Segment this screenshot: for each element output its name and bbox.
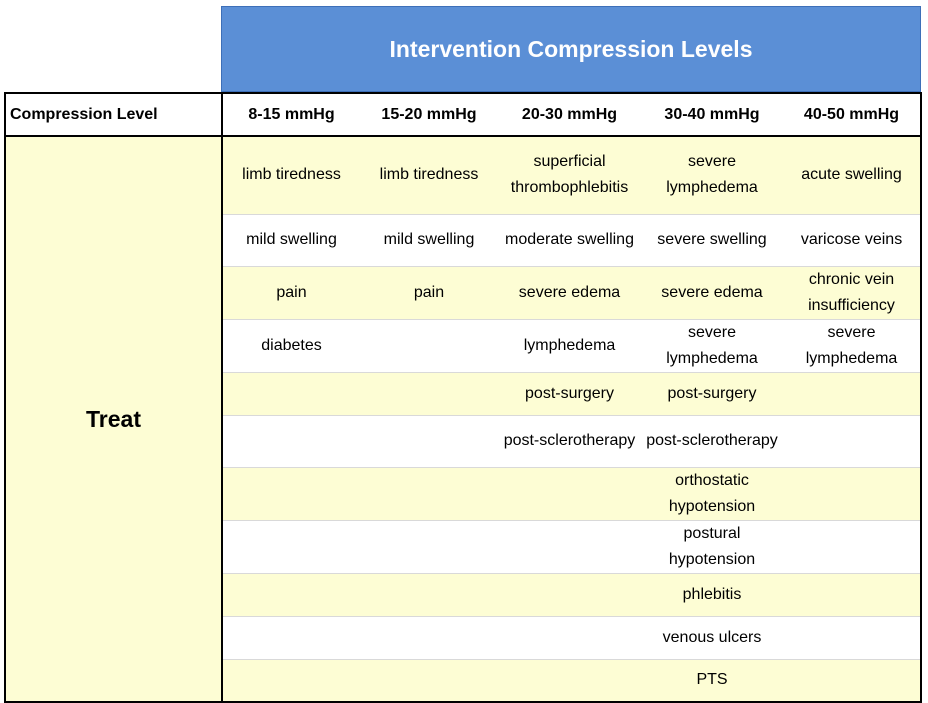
header-row [5,93,921,136]
table-cell: severe lymphedema [641,319,783,372]
table-cell [360,659,498,702]
header-label: Compression Level [5,93,222,136]
table-cell: mild swelling [360,214,498,266]
table-cell: lymphedema [498,319,641,372]
table-cell: mild swelling [222,214,360,266]
table-title: Intervention Compression Levels [221,6,921,92]
table-cell: moderate swelling [498,214,641,266]
table-cell: post-sclerotherapy [641,415,783,467]
table-cell [498,467,641,520]
header-level: 30-40 mmHg [641,93,783,136]
table-cell [222,520,360,573]
table-cell: severe lymphedema [641,136,783,214]
table-cell: venous ulcers [641,616,783,659]
header-level: 15-20 mmHg [360,93,498,136]
table-cell [360,573,498,616]
table-cell [783,520,921,573]
table-cell: post-sclerotherapy [498,415,641,467]
row-label-treat: Treat [5,136,222,702]
table-cell [783,573,921,616]
table-cell [360,319,498,372]
table-cell [222,616,360,659]
table-cell: acute swelling [783,136,921,214]
table-cell: postural hypotension [641,520,783,573]
table-cell: severe edema [498,266,641,319]
table-cell [498,520,641,573]
header-level: 8-15 mmHg [222,93,360,136]
table-cell [360,616,498,659]
table-cell [783,467,921,520]
table-cell: pain [360,266,498,319]
table-cell [360,520,498,573]
table-cell [783,659,921,702]
table-cell: post-surgery [498,372,641,415]
table-cell: post-surgery [641,372,783,415]
header-level: 40-50 mmHg [783,93,921,136]
table-cell [783,415,921,467]
table-cell [783,372,921,415]
table-cell [222,415,360,467]
header-level: 20-30 mmHg [498,93,641,136]
table-cell: limb tiredness [222,136,360,214]
table-cell [783,616,921,659]
table-cell: orthostatic hypotension [641,467,783,520]
table-cell: varicose veins [783,214,921,266]
table-cell [222,573,360,616]
table-cell: phlebitis [641,573,783,616]
table-cell [498,616,641,659]
table-cell: diabetes [222,319,360,372]
table-cell: PTS [641,659,783,702]
table-cell [222,372,360,415]
table-cell: severe swelling [641,214,783,266]
table-cell: severe lymphedema [783,319,921,372]
table-cell [360,467,498,520]
table-cell [360,372,498,415]
table-cell [222,467,360,520]
table-cell: superficial thrombophlebitis [498,136,641,214]
compression-table [4,92,922,703]
table-cell: limb tiredness [360,136,498,214]
table-row [5,136,921,214]
table-cell [498,659,641,702]
table-cell: pain [222,266,360,319]
table-cell [360,415,498,467]
table-cell [498,573,641,616]
table-cell: chronic vein insufficiency [783,266,921,319]
table-cell [222,659,360,702]
table-cell: severe edema [641,266,783,319]
